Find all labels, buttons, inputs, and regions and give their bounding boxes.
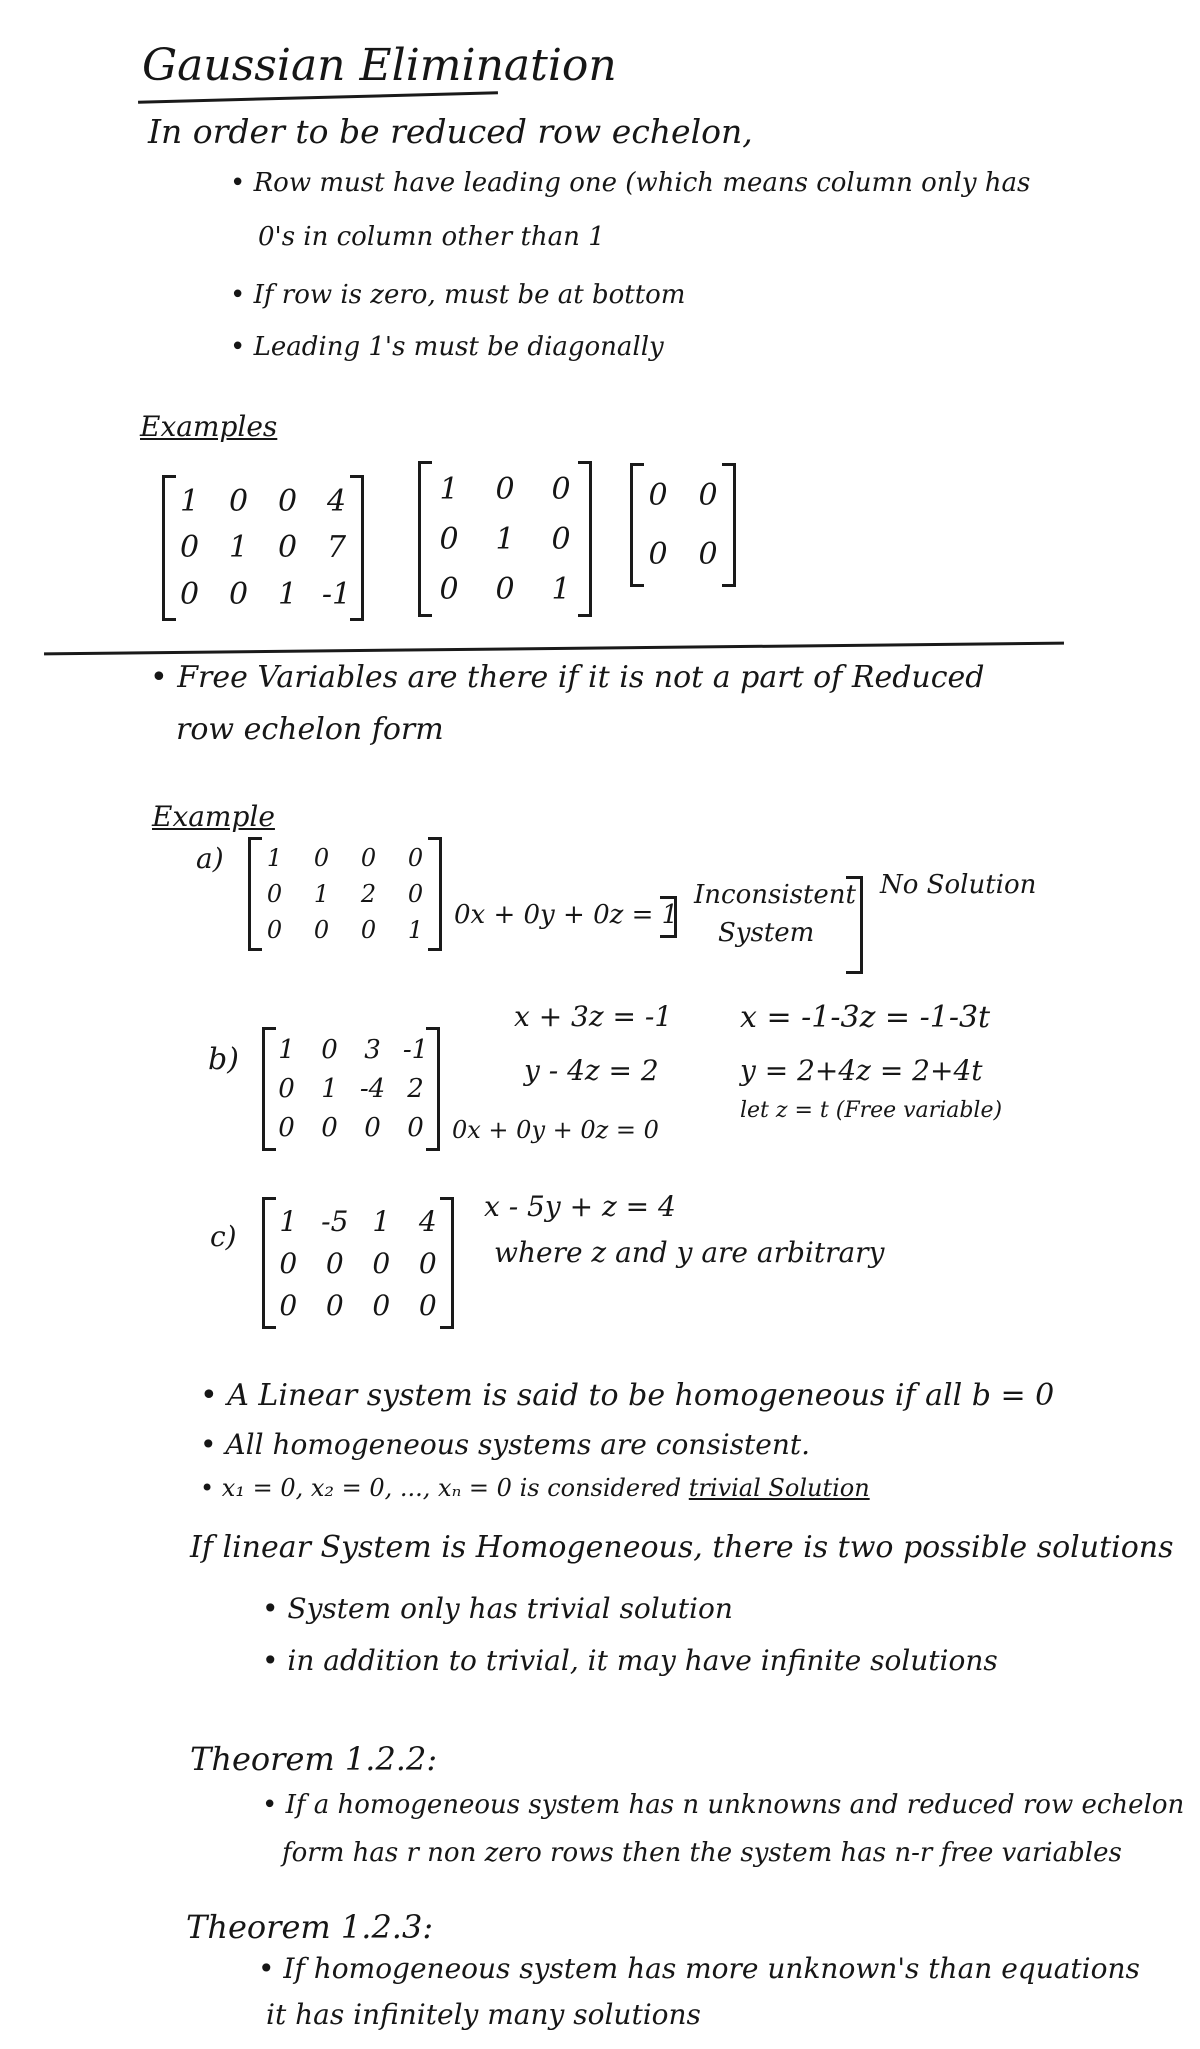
m2-cell: 0	[551, 521, 571, 557]
m1-cell: 0	[277, 483, 298, 519]
pc-cell: 0	[325, 1288, 344, 1322]
rule-3: • Leading 1's must be diagonally	[230, 332, 664, 362]
examples-label: Examples	[140, 410, 278, 443]
m2-cell: 1	[551, 571, 571, 607]
rule-1-text: Row must have leading one (which means column only has	[253, 168, 1031, 198]
pb-cell: 2	[407, 1073, 424, 1104]
pc-cell: 1	[372, 1204, 391, 1238]
two-solutions-b1-text: System only has trivial solution	[287, 1592, 733, 1625]
m1-cell: 1	[277, 577, 298, 613]
two-solutions-head: If linear System is Homogeneous, there is two possible solutions	[190, 1530, 1174, 1565]
pc-cell: -5	[321, 1204, 349, 1238]
pc-cell: 0	[418, 1246, 437, 1280]
section-divider	[44, 642, 1064, 656]
example-matrix-3	[630, 466, 736, 584]
pa-cell: 1	[407, 916, 424, 944]
part-b-sol-1: x = -1-3z = -1-3t	[740, 1000, 991, 1035]
m3-cell: 0	[698, 478, 718, 513]
pb-cell: 0	[321, 1034, 338, 1065]
homog-bullet-1: • A Linear system is said to be homogeneous if all b = 0	[200, 1378, 1055, 1413]
pb-cell: 3	[364, 1034, 381, 1065]
m2-cell: 0	[495, 571, 515, 607]
free-var-text: Free Variables are there if it is not a part of Reduced	[177, 660, 985, 695]
intro-line: In order to be reduced row echelon,	[148, 112, 753, 151]
m1-cell: 0	[277, 530, 298, 566]
page-title: Gaussian Elimination	[142, 40, 617, 91]
theorem-123-line-2: it has infinitely many solutions	[266, 1998, 701, 2031]
part-b-sol-3: let z = t (Free variable)	[740, 1098, 1003, 1123]
theorem-123-line-1-text: If homogeneous system has more unknown's than equations	[283, 1952, 1140, 1985]
part-b-eq-2: y - 4z = 2	[524, 1054, 659, 1087]
part-a-note-2: System	[718, 918, 815, 948]
two-solutions-b1: • System only has trivial solution	[262, 1592, 733, 1625]
two-solutions-b2-text: in addition to trivial, it may have infinite solutions	[287, 1644, 998, 1677]
part-c-label: c)	[210, 1220, 237, 1253]
theorem-123-title: Theorem 1.2.3:	[186, 1908, 434, 1946]
theorem-122-line-1-text: If a homogeneous system has n unknowns and reduced row echelon	[285, 1790, 1185, 1820]
rule-2-text: If row is zero, must be at bottom	[253, 280, 686, 310]
part-a-note-1: Inconsistent	[694, 880, 857, 910]
two-solutions-b2: • in addition to trivial, it may have infinite solutions	[262, 1644, 998, 1677]
m1-cell: 7	[326, 530, 347, 566]
free-var-line-1: • Free Variables are there if it is not a part of Reduced	[150, 660, 985, 695]
m3-cell: 0	[698, 537, 718, 572]
pb-cell: -4	[359, 1073, 386, 1104]
m3-cell: 0	[648, 478, 668, 513]
pa-cell: 0	[360, 916, 377, 944]
theorem-122-line-1: • If a homogeneous system has n unknowns and reduced row echelon	[262, 1790, 1185, 1820]
example-matrix-2	[418, 464, 592, 614]
pb-cell: 0	[278, 1113, 295, 1144]
pb-cell: 1	[321, 1073, 338, 1104]
pb-cell: 0	[364, 1113, 381, 1144]
pa-cell: 0	[266, 916, 283, 944]
m2-cell: 0	[439, 571, 459, 607]
homog-bullet-1-text: A Linear system is said to be homogeneous if all b = 0	[227, 1378, 1055, 1413]
rule-3-text: Leading 1's must be diagonally	[253, 332, 664, 362]
pc-cell: 0	[279, 1246, 298, 1280]
pb-cell: 0	[321, 1113, 338, 1144]
rule-1: • Row must have leading one (which means column only has	[230, 168, 1031, 198]
m1-cell: 0	[228, 577, 249, 613]
example-matrix-1	[162, 478, 364, 618]
title-underline	[138, 91, 498, 103]
m1-cell: 1	[179, 483, 200, 519]
part-a-label: a)	[196, 842, 224, 875]
part-a-matrix	[248, 840, 442, 948]
pa-cell: 1	[313, 880, 330, 908]
rule-2: • If row is zero, must be at bottom	[230, 280, 686, 310]
m1-cell: 1	[228, 530, 249, 566]
m1-cell: 0	[228, 483, 249, 519]
pa-cell: 0	[313, 844, 330, 872]
part-b-matrix	[262, 1030, 440, 1148]
part-b-eq-3: 0x + 0y + 0z = 0	[452, 1116, 659, 1144]
part-c-note: where z and y are arbitrary	[494, 1236, 885, 1269]
pb-cell: 1	[278, 1034, 295, 1065]
pc-cell: 1	[279, 1204, 298, 1238]
pa-cell: 0	[313, 916, 330, 944]
m3-cell: 0	[648, 537, 668, 572]
m1-cell: -1	[321, 577, 352, 613]
pc-cell: 0	[372, 1288, 391, 1322]
pa-cell: 0	[407, 880, 424, 908]
pc-cell: 0	[325, 1246, 344, 1280]
m2-cell: 1	[439, 471, 459, 507]
trivial-solution: trivial Solution	[688, 1474, 870, 1502]
pa-cell: 0	[266, 880, 283, 908]
part-b-eq-1: x + 3z = -1	[514, 1000, 673, 1033]
m2-cell: 0	[495, 471, 515, 507]
part-b-label: b)	[208, 1042, 239, 1077]
theorem-122-title: Theorem 1.2.2:	[190, 1740, 438, 1778]
m1-cell: 0	[179, 530, 200, 566]
part-a-bracket-1	[660, 896, 677, 938]
pa-cell: 0	[360, 844, 377, 872]
m1-cell: 4	[326, 483, 347, 519]
m2-cell: 0	[551, 471, 571, 507]
pb-cell: 0	[278, 1073, 295, 1104]
pa-cell: 1	[266, 844, 283, 872]
m2-cell: 1	[495, 521, 515, 557]
part-c-matrix	[262, 1200, 454, 1326]
free-var-line-2: row echelon form	[176, 712, 444, 747]
pa-cell: 0	[407, 844, 424, 872]
pc-cell: 0	[418, 1288, 437, 1322]
m1-cell: 0	[179, 577, 200, 613]
pc-cell: 4	[418, 1204, 437, 1238]
pb-cell: -1	[402, 1034, 429, 1065]
example-label: Example	[152, 800, 275, 833]
pc-cell: 0	[372, 1246, 391, 1280]
m2-cell: 0	[439, 521, 459, 557]
homog-bullet-3-text: x₁ = 0, x₂ = 0, ..., xₙ = 0 is considered	[221, 1474, 682, 1502]
part-b-sol-2: y = 2+4z = 2+4t	[740, 1054, 983, 1087]
theorem-122-line-2: form has r non zero rows then the system has n-r free variables	[282, 1838, 1122, 1868]
part-a-result: No Solution	[880, 870, 1037, 900]
rule-1-cont: 0's in column other than 1	[258, 222, 605, 252]
pa-cell: 2	[360, 880, 377, 908]
homog-bullet-2: • All homogeneous systems are consistent.	[200, 1428, 811, 1461]
pb-cell: 0	[407, 1113, 424, 1144]
part-a-bracket-2	[846, 876, 863, 974]
theorem-123-line-1: • If homogeneous system has more unknown's than equations	[258, 1952, 1140, 1985]
pc-cell: 0	[279, 1288, 298, 1322]
homog-bullet-2-text: All homogeneous systems are consistent.	[225, 1428, 811, 1461]
part-c-eq-1: x - 5y + z = 4	[484, 1190, 676, 1223]
part-a-equation: 0x + 0y + 0z = 1	[454, 900, 679, 930]
homog-bullet-3: • x₁ = 0, x₂ = 0, ..., xₙ = 0 is considered trivial Solution	[200, 1474, 870, 1502]
